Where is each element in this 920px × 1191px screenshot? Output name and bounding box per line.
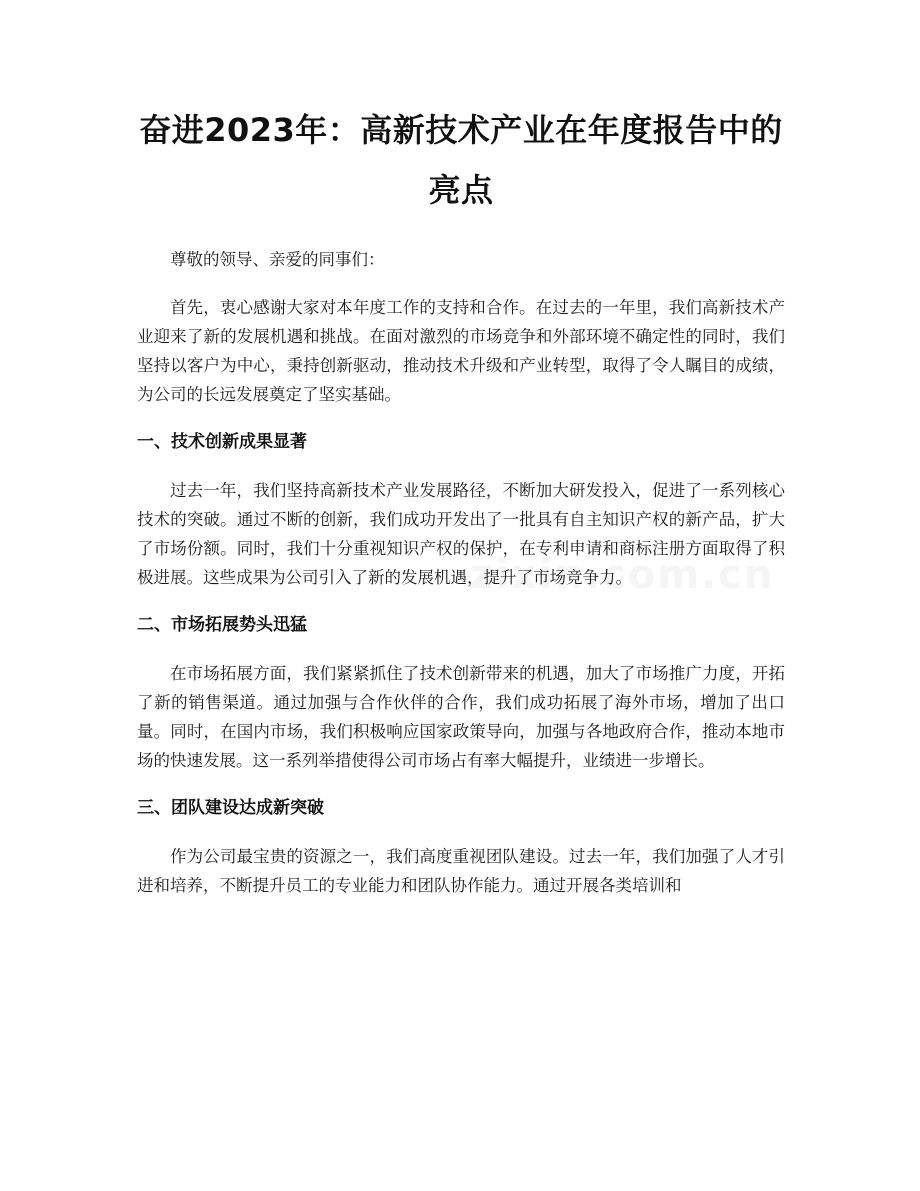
section-heading-team-building: 三、团队建设达成新突破: [137, 798, 324, 818]
document-title: 奋进2023年：高新技术产业在年度报告中的亮点: [139, 111, 783, 209]
section-body-market-expansion: 在市场拓展方面，我们紧紧抓住了技术创新带来的机遇，加大了市场推广力度，开拓了新的销售渠道。通过加强与合作伙伴的合作，我们成功拓展了海外市场，增加了出口量。同时，在国内市场，我们积极响应国家政策导向，加强与各地政府合作，推动本地市场的快速发展。这一系列举措使得公司市场占有率大幅提升，业绩进一步增长。: [137, 664, 785, 770]
section-body-team-building: 作为公司最宝贵的资源之一，我们高度重视团队建设。过去一年，我们加强了人才引进和培养，不断提升员工的专业能力和团队协作能力。通过开展各类培训和: [137, 847, 785, 895]
salutation: 尊敬的领导、亲爱的同事们：: [170, 250, 385, 269]
section-body-tech-innovation: 过去一年，我们坚持高新技术产业发展路径，不断加大研发投入，促进了一系列核心技术的突破。通过不断的创新，我们成功开发出了一批具有自主知识产权的新产品，扩大了市场份额。同时，我们十分重视知识产权的保护，在专利申请和商标注册方面取得了积极进展。这些成果为公司引入了新的发展机遇，提升了市场竞争力。: [137, 481, 785, 587]
intro-paragraph: 首先，衷心感谢大家对本年度工作的支持和合作。在过去的一年里，我们高新技术产业迎来了新的发展机遇和挑战。在面对激烈的市场竞争和外部环境不确定性的同时，我们坚持以客户为中心，秉持创新驱动，推动技术升级和产业转型，取得了令人瞩目的成绩，为公司的长远发展奠定了坚实基础。: [137, 298, 785, 404]
section-heading-tech-innovation: 一、技术创新成果显著: [137, 432, 307, 452]
document-page: [137, 0, 785, 900]
section-heading-market-expansion: 二、市场拓展势头迅猛: [137, 615, 307, 635]
